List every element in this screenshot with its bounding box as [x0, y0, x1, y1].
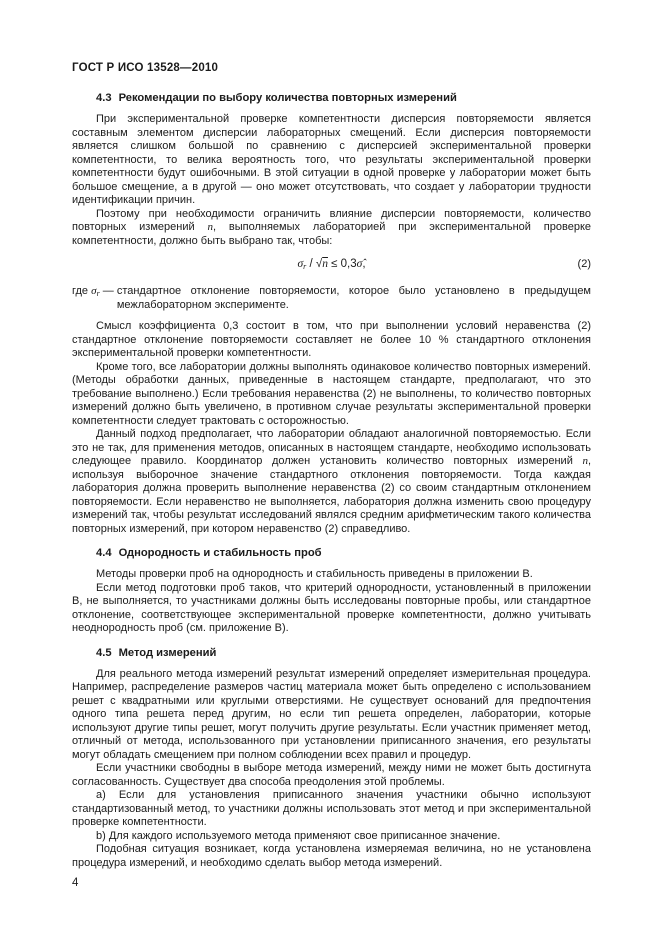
section-4-3-heading: [96, 92, 591, 104]
sigma-r-symbol: σ: [297, 258, 304, 270]
section-4-4-heading: [96, 547, 591, 559]
paragraph-text: Данный подход предполагает, что лаборатории обладают аналогичной повторяемостью. Если это не так, для применения методов, описанных в настоящем стандарте, необходимо использовать следующее правило. Координатор должен установить количество повторных измерений: [72, 428, 591, 467]
where-lead: где: [72, 285, 92, 297]
variable-n: n: [582, 455, 588, 467]
relation-operator: ≤ 0,3: [327, 258, 357, 270]
radical-sign: √: [315, 258, 323, 270]
list-item-b: [72, 830, 591, 844]
radicand-n: n: [322, 258, 328, 270]
page-number: 4: [72, 877, 79, 889]
paragraph-4-5-2: [72, 762, 591, 789]
formula-2: [72, 257, 591, 272]
paragraph-4-5-1: [72, 668, 591, 763]
paragraph-4-3-4: [72, 361, 591, 429]
where-definition: [72, 285, 591, 312]
paragraph-4-3-2: [72, 208, 591, 249]
where-dash: —: [99, 285, 117, 297]
section-4-5-number: 4.5: [96, 646, 112, 659]
paragraph-text: Для реального метода измерений результат измерений определяет измерительная процедура. Например, распределение размеров частиц материала может быть определено с использованием решет с квадратными или круглыми отверстиями. Не существует оснований для предпочтения одного типа решета перед другим, но если тип решета определен, лаборатории, которые используют другие типы решет, могут получить другие результаты. Если участник применяет метод, отличный от метода, использованного при установлении приписанного значения, его результаты могут обладать смещением при полном соблюдении всех правил и процедур.: [72, 667, 591, 761]
section-4-5-title: Метод измерений: [118, 646, 217, 659]
list-item-a: [72, 789, 591, 830]
standard-number: ГОСТ Р ИСО 13528—2010: [72, 62, 219, 74]
paragraph-text: , используя выборочное значение стандартного отклонения повторяемости. Тогда каждая лаборатория должна проверить выполнение неравенства (2) со своим стандартным отклонением повторяемости. Если неравенство не выполняется, лаборатория должна изменить свою процедуру измерений так, чтобы результат исследований являлся средним арифметическим такого количества повторных измерений, при котором неравенство (2) справедливо.: [72, 455, 591, 535]
paragraph-4-5-3: [72, 843, 591, 870]
formula-expression: [297, 257, 365, 272]
paragraph-text: , выполняемых лабораторией при экспериментальной проверке компетентности, должно быть выбрано так, чтобы:: [72, 221, 591, 247]
section-4-4-title: Однородность и стабильность проб: [118, 547, 322, 559]
formula-number: (2): [577, 258, 591, 270]
sigma-hat-symbol: σ̂: [356, 258, 363, 270]
paragraph-4-4-2: [72, 582, 591, 636]
paragraph-text: Если метод подготовки проб таков, что критерий однородности, установленный в приложении В, не выполняется, то участниками должны быть исследованы повторные пробы, или стандартное отклонение, соответствующее экспериментальной проверке компетентности, должно учитывать неоднородность проб (см. приложение В).: [72, 581, 591, 634]
section-4-3-title: Рекомендации по выбору количества повторных измерений: [118, 92, 457, 104]
paragraph-text: Подобная ситуация возникает, когда установлена измеряемая величина, но не установлена процедура измерений, и необходимо сделать выбор метода измерений.: [72, 843, 591, 869]
section-4-4-number: 4.4: [96, 547, 112, 559]
where-label: [72, 285, 117, 312]
paragraph-4-3-3: [72, 320, 591, 361]
paragraph-text: Поэтому при необходимости ограничить влияние дисперсии повторяемости, количество повторных измерений: [72, 207, 591, 233]
sigma-r-symbol: σ: [91, 285, 97, 297]
division-slash: /: [306, 258, 316, 270]
paragraph-text: Методы проверки проб на однородность и стабильность приведены в приложении В.: [96, 568, 533, 580]
sigma-r-subscript: r: [303, 262, 307, 271]
list-item-text: a) Если для установления приписанного значения участники обычно используют стандартизованный метод, то участники должны использовать этот метод и при экспериментальной проверке компетентности.: [72, 789, 591, 828]
sigma-r-subscript: r: [96, 289, 100, 298]
list-item-text: b) Для каждого используемого метода применяют свое приписанное значение.: [96, 829, 501, 842]
variable-n: n: [207, 221, 213, 233]
paragraph-text: Кроме того, все лаборатории должны выполнять одинаковое количество повторных измерений. (Методы обработки данных, приведенные в настоящем стандарте, предполагают, что это требование выполнено.) Если требования неравенства (2) не выполнены, то количество повторных измерений должно быть увеличено, в противном случае результаты экспериментальной проверки компетентности следует трактовать с осторожностью.: [72, 360, 591, 427]
paragraph-4-4-1: [72, 568, 591, 582]
formula-comma: ,: [362, 258, 366, 270]
paragraph-text: Смысл коэффициента 0,3 состоит в том, что при выполнении условий неравенства (2) стандартное отклонение повторяемости составляет не более 10 % стандартного отклонения экспериментальной проверки компетентности.: [72, 320, 591, 359]
where-text: стандартное отклонение повторяемости, которое было установлено в предыдущем межлабораторном эксперименте.: [116, 285, 591, 311]
paragraph-text: При экспериментальной проверке компетентности дисперсия повторяемости является составным элементом дисперсии лабораторных смещений. Если дисперсия повторяемости является слишком большой по сравнению с дисперсией экспериментальной проверки компетентности, то велика вероятность того, что результаты экспериментальной проверки компетентности будут ошибочными. В этой ситуации в одной проверке у лаборатории может быть большое смещение, а в другой — оно может отсутствовать, что создает у лаборатории трудности идентификации причин.: [72, 113, 591, 206]
paragraph-4-3-1: [72, 113, 591, 208]
section-4-3-number: 4.3: [96, 92, 112, 104]
paragraph-4-3-5: [72, 428, 591, 536]
paragraph-text: Если участники свободны в выборе метода измерений, между ними не может быть достигнута согласованность. Существует два способа преодоления этой проблемы.: [72, 762, 591, 788]
section-4-5-heading: [96, 647, 591, 659]
